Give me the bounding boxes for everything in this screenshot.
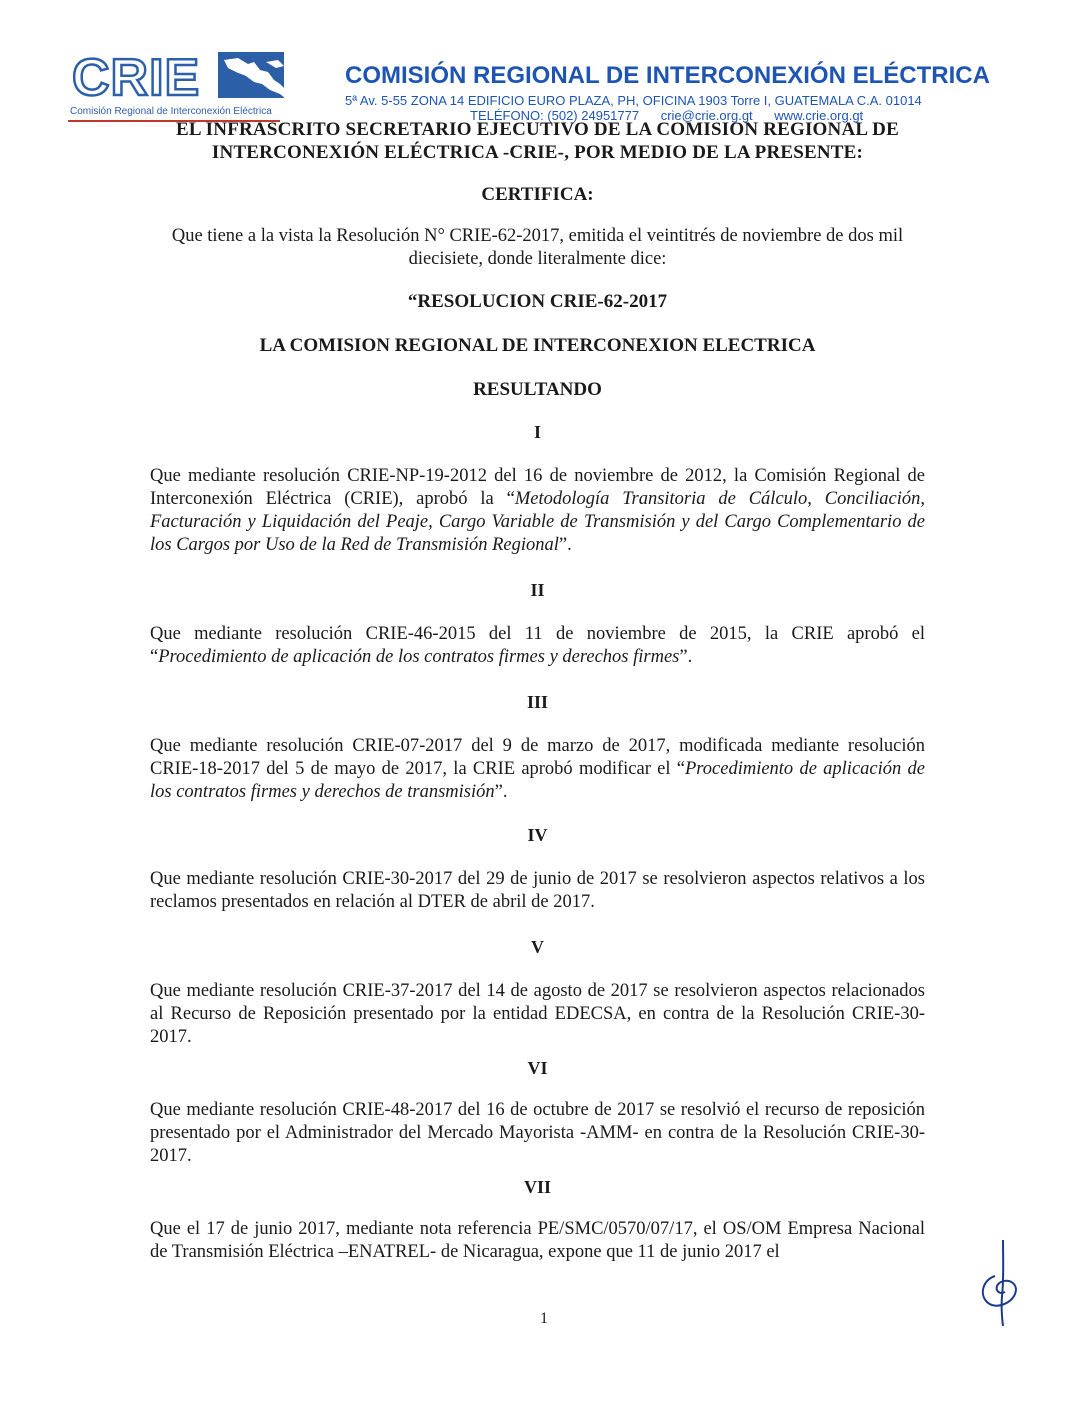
- section-paragraph: Que mediante resolución CRIE-NP-19-2012 del 16 de noviembre de 2012, la Comisión Regional de Interconexión Eléctrica (CRIE), aprobó la “Metodología Transitoria de Cálculo, Conciliación, Facturación y Liquidación del Peaje, Cargo Variable de Transmisión y del Cargo Complementario de los Cargos por Uso de la Red de Transmisión Regional”.: [150, 466, 925, 555]
- commission-title: LA COMISION REGIONAL DE INTERCONEXION ELECTRICA: [259, 335, 816, 356]
- central-america-map-icon: [218, 52, 298, 108]
- email-address: crie@crie.org.gt: [660, 108, 753, 123]
- section-paragraph: Que el 17 de junio 2017, mediante nota referencia PE/SMC/0570/07/17, el OS/OM Empresa Nacional de Transmisión Eléctrica –ENATREL- de Nicaragua, expone que 11 de junio 2017 el: [150, 1219, 925, 1262]
- phone-number: TELÉFONO: (502) 24951777: [470, 108, 640, 123]
- section-paragraph: Que mediante resolución CRIE-46-2015 del 11 de noviembre de 2015, la CRIE aprobó el “Procedimiento de aplicación de los contratos firmes y derechos firmes”.: [150, 624, 925, 667]
- section-numeral: III: [526, 692, 548, 712]
- logo-caption: Comisión Regional de Interconexión Eléctrica: [70, 106, 272, 117]
- section-numeral: II: [530, 580, 545, 600]
- section-numeral: VI: [527, 1058, 548, 1078]
- resultando-heading: RESULTANDO: [473, 379, 602, 400]
- section-numeral: V: [531, 937, 544, 957]
- section-paragraph: Que mediante resolución CRIE-07-2017 del 9 de marzo de 2017, modificada mediante resolución CRIE-18-2017 del 5 de mayo de 2017, la CRIE aprobó modificar el “Procedimiento de aplicación de los contratos firmes y derechos de transmisión”.: [150, 736, 925, 802]
- section-numeral: I: [533, 422, 541, 442]
- logo-text: CRIE: [72, 49, 201, 107]
- certification-line-2: diecisiete, donde literalmente dice:: [408, 249, 667, 269]
- intro-line-2: INTERCONEXIÓN ELÉCTRICA -CRIE-, POR MEDIO DE LA PRESENTE:: [211, 142, 864, 163]
- section-paragraph: Que mediante resolución CRIE-30-2017 del 29 de junio de 2017 se resolvieron aspectos relativos a los reclamos presentados en relación al DTER de abril de 2017.: [150, 869, 925, 912]
- section-paragraph: Que mediante resolución CRIE-37-2017 del 14 de agosto de 2017 se resolvieron aspectos relacionados al Recurso de Reposición presentado por la entidad EDECSA, en contra de la Resolución CRIE-30-2017.: [150, 981, 925, 1047]
- certifica-heading: CERTIFICA:: [481, 184, 594, 205]
- page-number: 1: [540, 1310, 548, 1327]
- resolution-title: “RESOLUCION CRIE-62-2017: [407, 291, 668, 312]
- crie-logo: [68, 48, 303, 124]
- section-numeral: IV: [527, 825, 548, 845]
- intro-line-1: EL INFRASCRITO SECRETARIO EJECUTIVO DE LA COMISION REGIONAL DE: [176, 119, 899, 140]
- organization-address: 5ª Av. 5-55 ZONA 14 EDIFICIO EURO PLAZA, PH, OFICINA 1903 Torre I, GUATEMALA C.A. 01014: [345, 93, 922, 108]
- website-url: www.crie.org.gt: [774, 108, 864, 123]
- section-paragraph: Que mediante resolución CRIE-48-2017 del 16 de octubre de 2017 se resolvió el recurso de reposición presentado por el Administrador del Mercado Mayorista -AMM- en contra de la Resolución CRIE-30-2017.: [150, 1100, 925, 1166]
- section-numeral: VII: [523, 1177, 551, 1197]
- letterhead: [0, 0, 1088, 130]
- organization-name: COMISIÓN REGIONAL DE INTERCONEXIÓN ELÉCTRICA: [345, 62, 990, 89]
- certification-line-1: Que tiene a la vista la Resolución N° CRIE-62-2017, emitida el veintitrés de noviembre de dos mil: [171, 226, 904, 246]
- document-body: [150, 118, 925, 1264]
